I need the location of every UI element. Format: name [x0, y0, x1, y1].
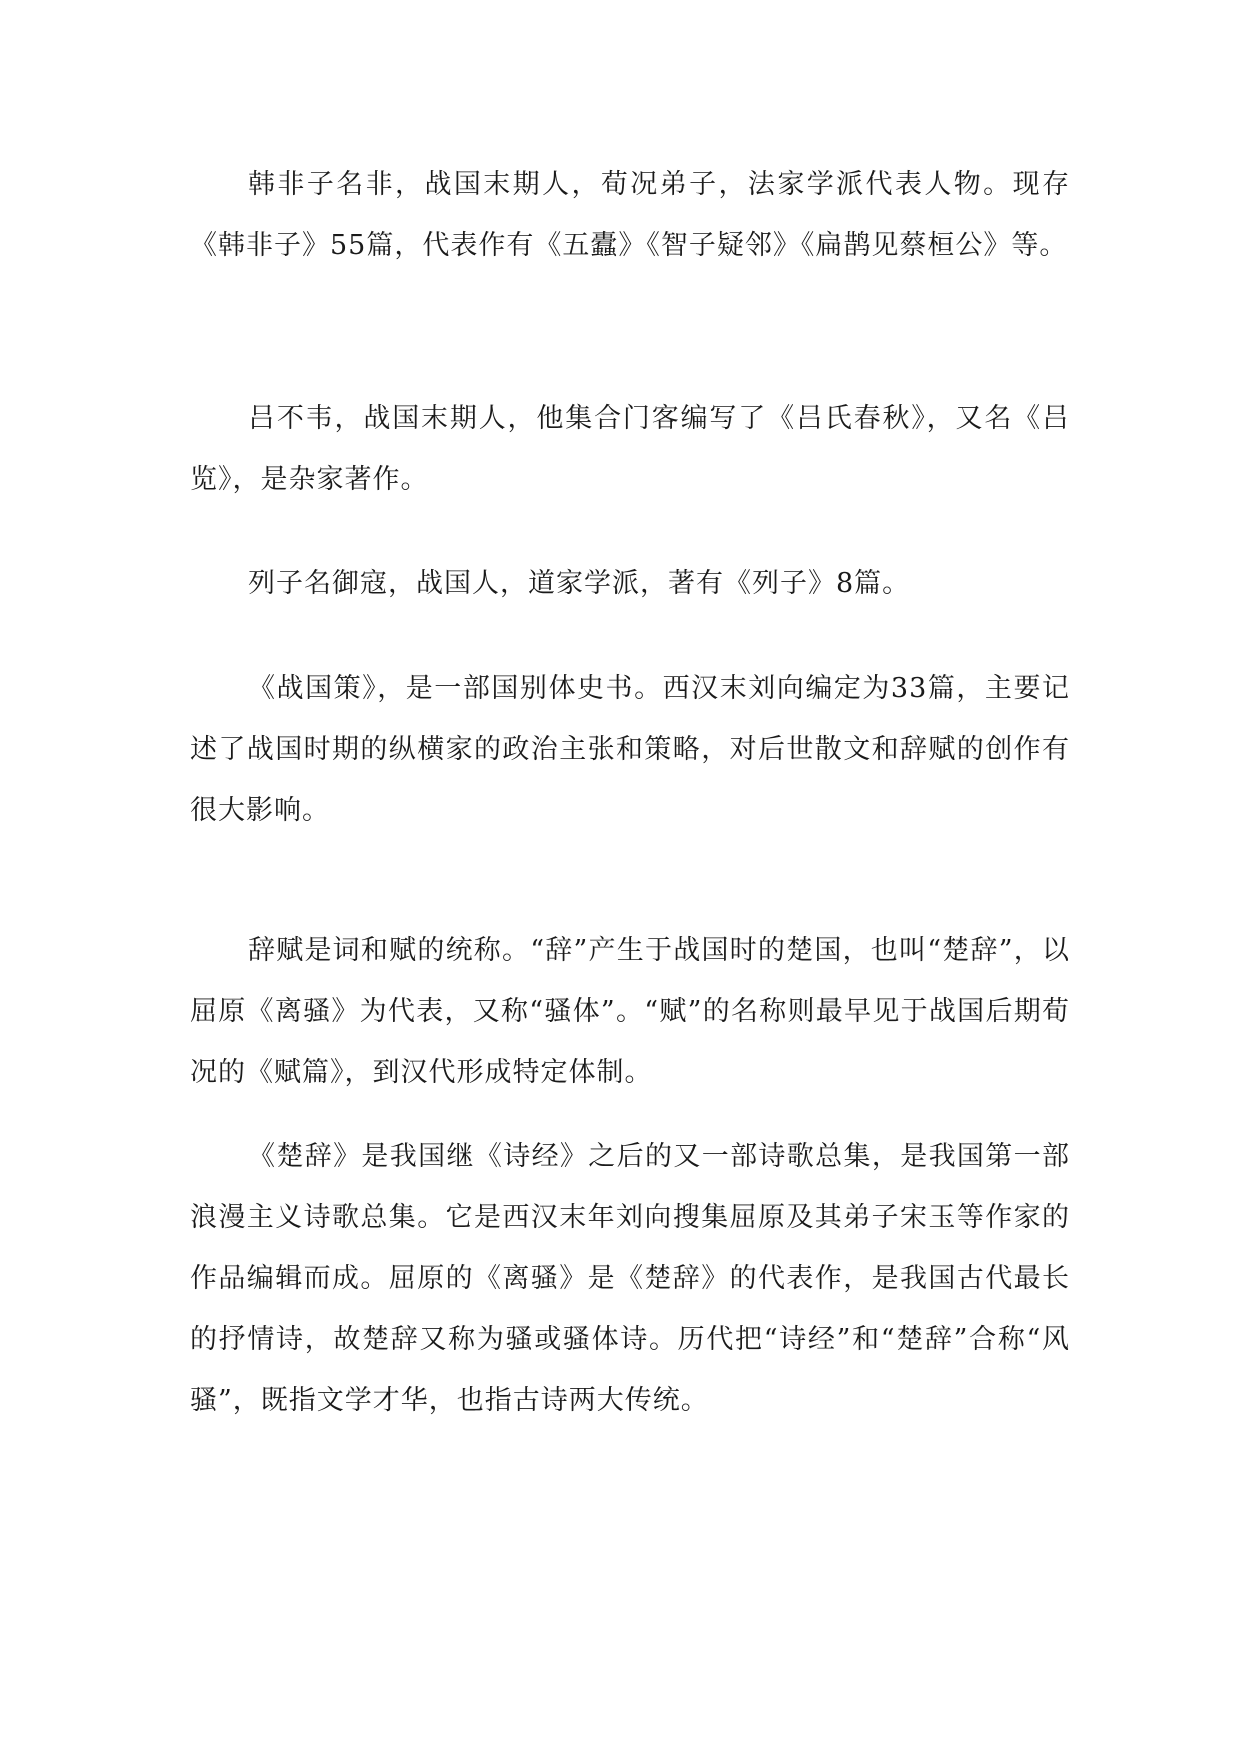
- paragraph-liezi: 列子名御寇，战国人，道家学派，著有《列子》8篇。: [248, 568, 911, 599]
- paragraph-cifu: 辞赋是词和赋的统称。“辞”产生于战国时的楚国，也叫“楚辞”，以屈原《离骚》为代表，又称“骚体”。“赋”的名称则最早见于战国后期荀况的《赋篇》，到汉代形成特定体制。: [190, 935, 1070, 1088]
- paragraph-chuci: 《楚辞》是我国继《诗经》之后的又一部诗歌总集，是我国第一部浪漫主义诗歌总集。它是西汉末年刘向搜集屈原及其弟子宋玉等作家的作品编辑而成。屈原的《离骚》是《楚辞》的代表作，是我国古代最长的抒情诗，故楚辞又称为骚或骚体诗。历代把“诗经”和“楚辞”合称“风骚”，既指文学才华，也指古诗两大传统。: [190, 1141, 1070, 1416]
- paragraph-han-feizi: 韩非子名非，战国末期人，荀况弟子，法家学派代表人物。现存《韩非子》55篇，代表作有《五蠹》《智子疑邻》《扁鹊见蔡桓公》等。: [190, 169, 1070, 261]
- paragraph-lu-buwei: 吕不韦，战国末期人，他集合门客编写了《吕氏春秋》，又名《吕览》，是杂家著作。: [190, 403, 1070, 495]
- paragraph-zhanguoce: 《战国策》，是一部国别体史书。西汉末刘向编定为33篇，主要记述了战国时期的纵横家的政治主张和策略，对后世散文和辞赋的创作有很大影响。: [190, 673, 1070, 826]
